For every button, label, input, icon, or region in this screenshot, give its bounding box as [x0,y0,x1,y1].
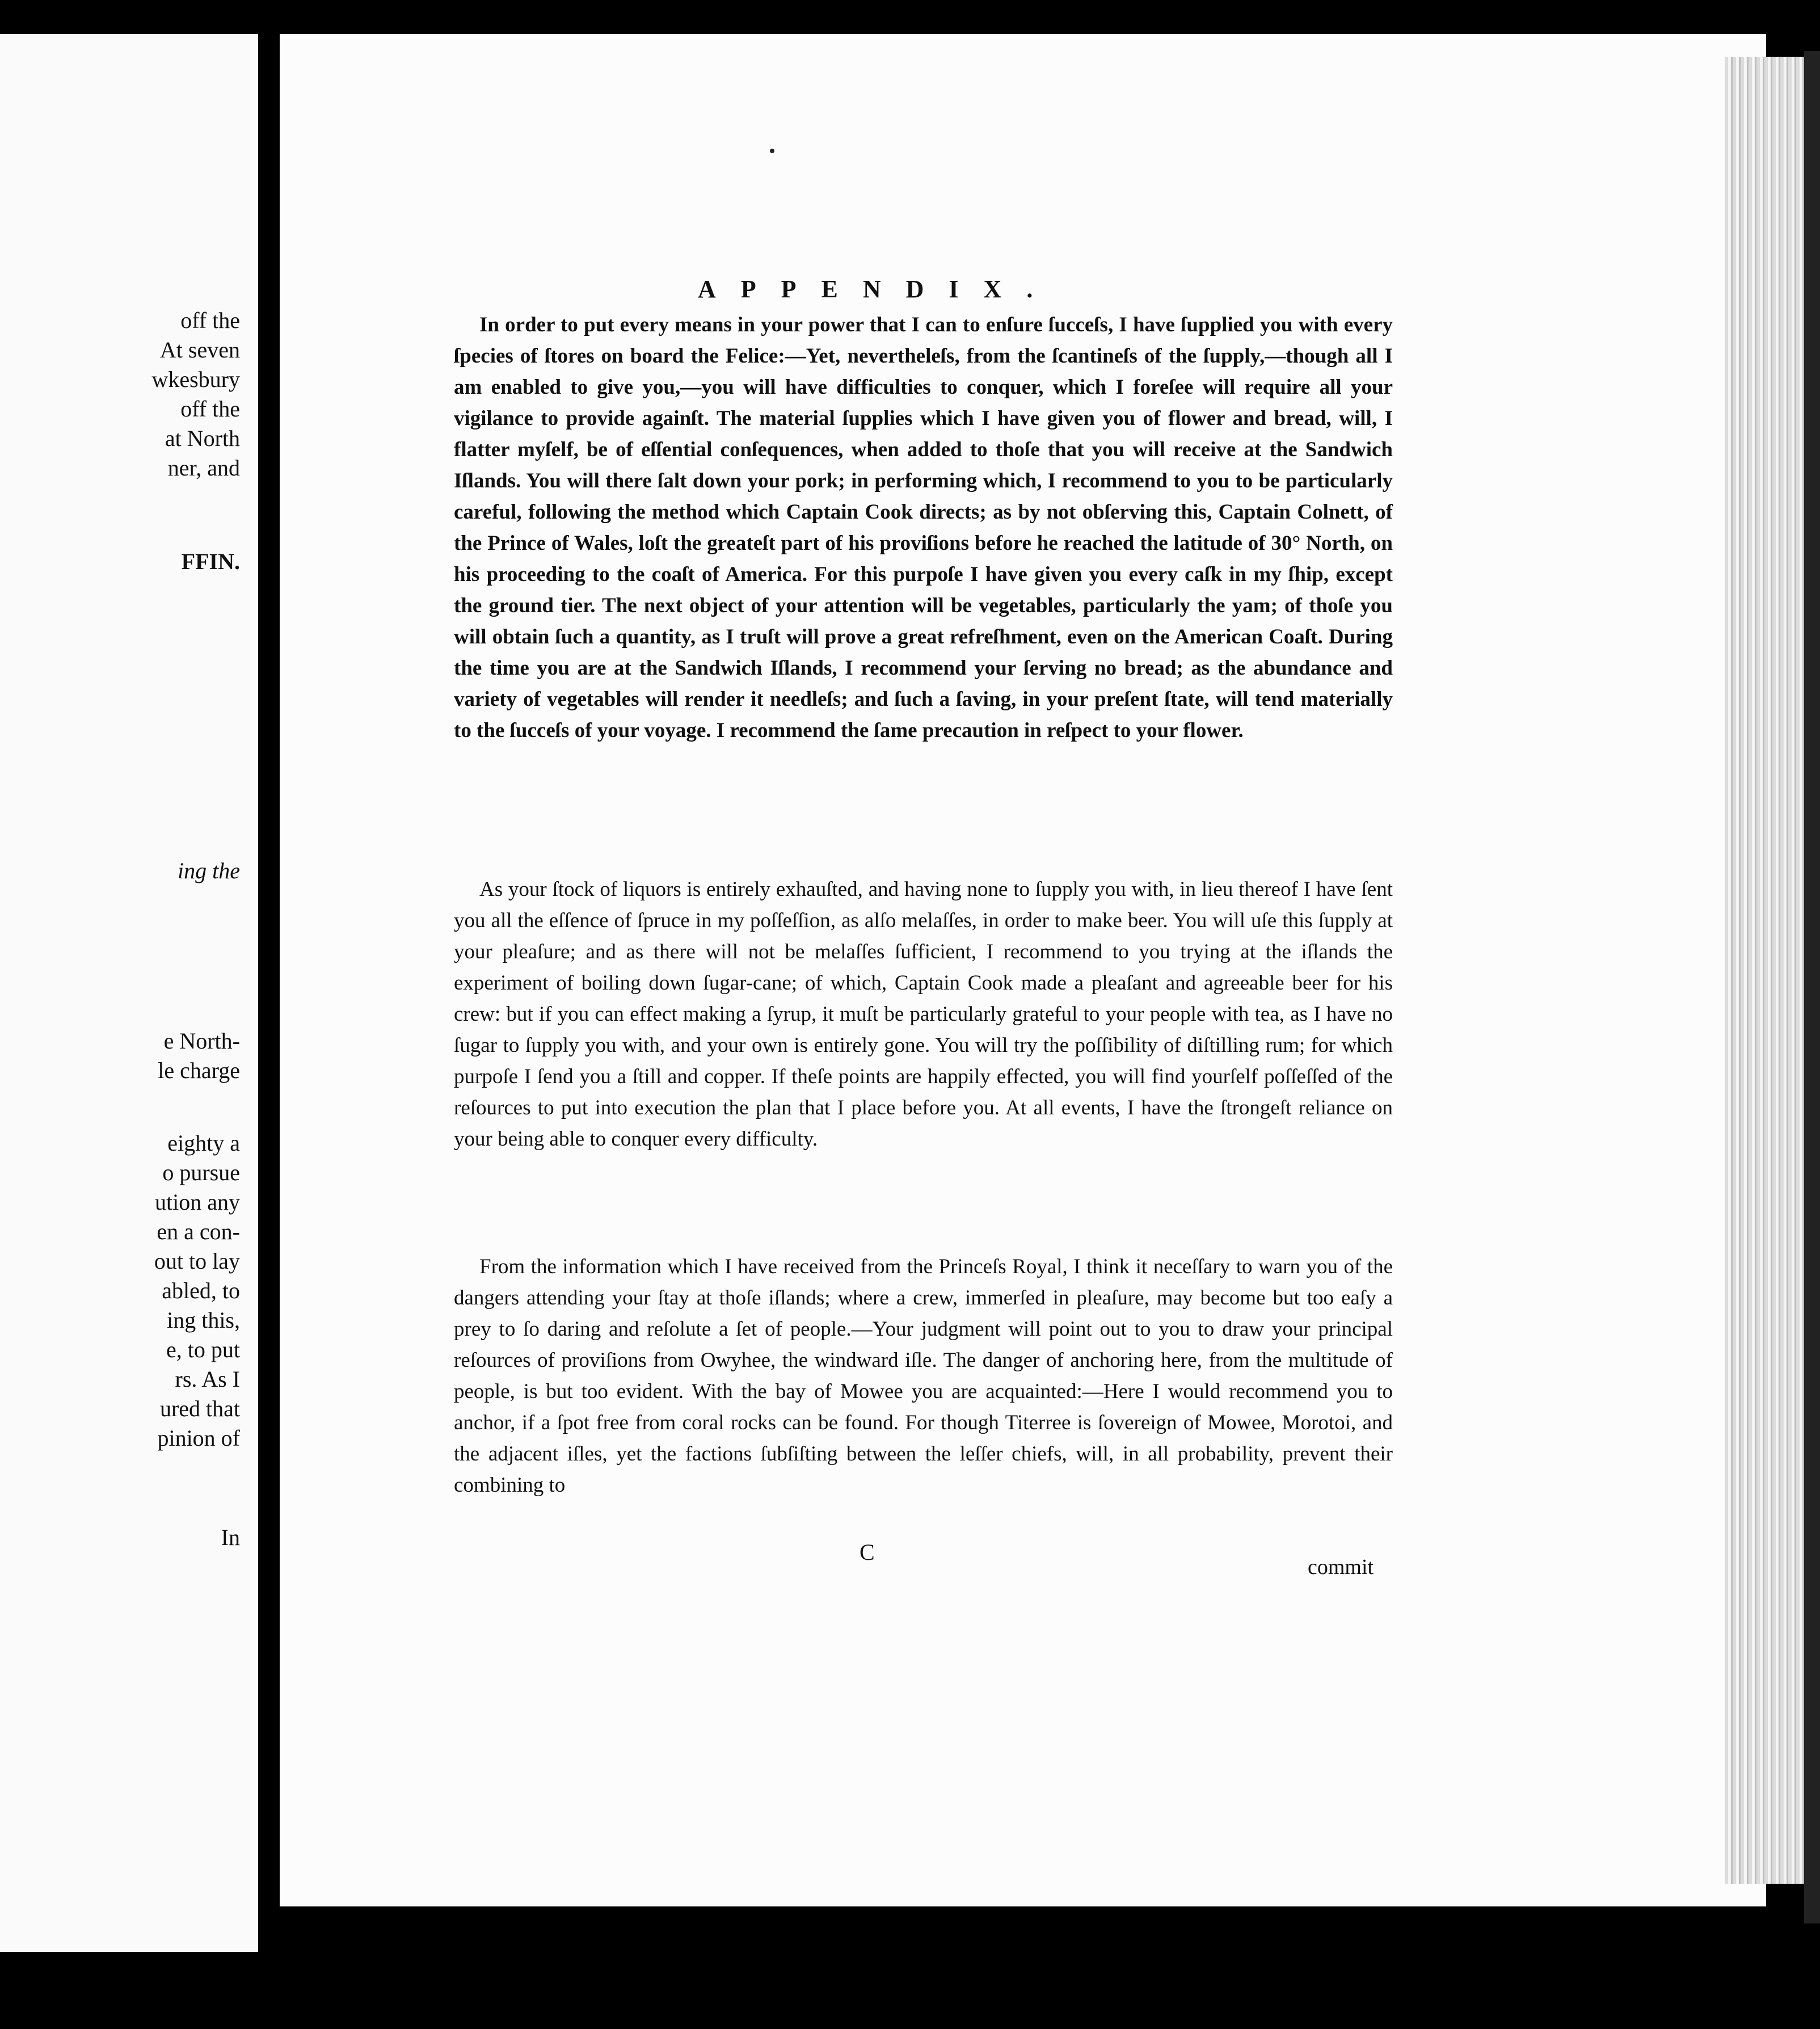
left-page-line: ing the [178,858,240,883]
paragraph-dangers [454,1251,1393,1501]
left-page-line: At seven [159,337,240,363]
left-page-line: In [221,1525,240,1550]
left-page-line: ured that [159,1396,240,1421]
left-page-line: ner, and [167,455,240,481]
left-page-line: e North- [163,1028,240,1054]
paragraph-text: In order to put every means in your power that I can to enſure ſucceſs, I have ſupplied you with every ſpecies of ſtores on board the Felice:—Yet, nevertheleſs, from the ſcantineſs of the ſupply,—though all I am enabled to give you,—you will have difficulties to conquer, which I foreſee will require all your vigilance to provide againſt. The material ſupplies which I have given you of flower and bread, will, I flatter myſelf, be of eſſential conſequences, when added to thoſe that you will receive at the Sandwich Iſlands. You will there ſalt down your pork; in performing which, I recommend to you to be particularly careful, following the method which Captain Cook directs; as by not obſerving this, Captain Colnett, of the Prince of Wales, loſt the greateſt part of his proviſions before he reached the latitude of 30° North, on his proceeding to the coaſt of America. For this purpoſe I have given you every caſk in my ſhip, except the ground tier. The next object of your attention will be vegetables, particularly the yam; of thoſe you will obtain ſuch a quantity, as I truſt will prove a great refreſhment, even on the American Coaſt. During the time you are at the Sandwich Iſlands, I recommend your ſerving no bread; as the abundance and variety of vegetables will render it needleſs; and ſuch a ſaving, in your preſent ſtate, will tend materially to the ſucceſs of your voyage. I recommend the ſame precaution in reſpect to your flower. [454,313,1393,742]
left-page-line: eighty a [167,1130,240,1156]
left-page-line: ution any [155,1189,240,1215]
signature-mark: C [860,1539,875,1565]
left-page [0,34,260,1952]
catchword: commit [1308,1555,1374,1579]
left-page-line: en a con- [157,1219,240,1244]
appendix-heading: APPENDIX. [698,275,1058,303]
left-page-line: rs. As I [175,1366,240,1392]
left-page-line: off the [180,308,240,333]
left-page-line: off the [180,396,240,422]
left-page-line: ing this, [167,1307,240,1333]
paragraph-liquors [454,874,1393,1155]
paragraph-text: From the information which I have received from the Princeſs Royal, I think it neceſſary to warn you of the dangers attending your ſtay at thoſe iſlands; where a crew, immerſed in pleaſure, may become but too eaſy a prey to ſo daring and reſolute a ſet of people.—Your judgment will point out to you to draw your principal reſources of proviſions from Owyhee, the windward iſle. The danger of anchoring here, from the multitude of people, is but too evident. With the bay of Mowee you are acquainted:—Here I would recommend you to anchor, if a ſpot free from coral rocks can be found. For though Titerree is ſovereign of Mowee, Morotoi, and the adjacent iſles, yet the factions ſubſiſting between the leſſer chiefs, will, in all probability, prevent their combining to [454,1255,1393,1497]
left-page-line: wkesbury [151,367,240,392]
left-page-line: pinion of [157,1425,240,1451]
left-page-line: e, to put [166,1337,240,1362]
page-edge-shadow [1804,51,1820,1923]
left-page-line: at North [165,426,240,451]
ink-dot [770,149,774,153]
paragraph-text: As your ſtock of liquors is entirely exhauſted, and having none to ſupply you with, in lieu thereof I have ſent you all the eſſence of ſpruce in my poſſeſſion, as alſo melaſſes, in order to make beer. You will uſe this ſupply at your pleaſure; and as there will not be melaſſes ſufficient, I recommend to you trying at the iſlands the experiment of boiling down ſugar-cane; of which, Captain Cook made a pleaſant and agreeable beer for his crew: but if you can effect making a ſyrup, it muſt be particularly grateful to your people with tea, as I have no ſugar to ſupply you with, and your own is entirely gone. You will try the poſſibility of diſtilling rum; for which purpoſe I ſend you a ſtill and copper. If theſe points are happily effected, you will find yourſelf poſſeſſed of the reſources to put into execution the plan that I place before you. At all events, I have the ſtrongeſt reliance on your being able to conquer every difficulty. [454,878,1393,1151]
left-page-line: o pursue [162,1160,240,1185]
left-page-line: out to lay [154,1248,240,1274]
left-page-line: abled, to [162,1278,240,1303]
left-page-line: FFIN. [181,549,240,574]
book-gutter [258,0,280,2029]
paragraph-provisions [454,309,1393,746]
left-page-line: le charge [158,1058,240,1083]
